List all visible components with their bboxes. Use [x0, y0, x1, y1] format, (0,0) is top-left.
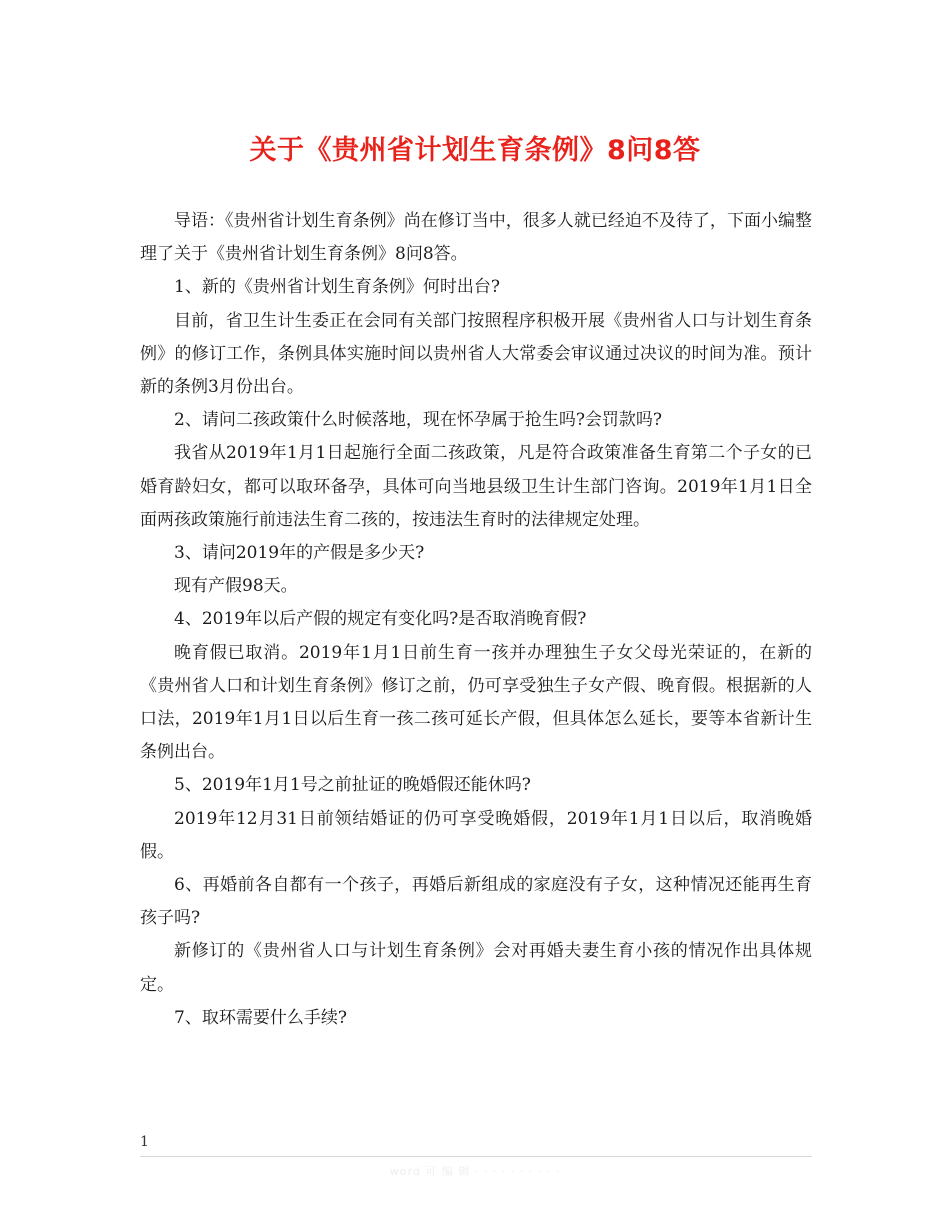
- answer-5: 2019年12月31日前领结婚证的仍可享受晚婚假，2019年1月1日以后，取消晚婚假。: [140, 808, 812, 862]
- page-number: 1: [140, 1134, 149, 1150]
- question-1: 1、新的《贵州省计划生育条例》何时出台?: [174, 277, 500, 298]
- question-5: 5、2019年1月1号之前扯证的晚婚假还能休吗?: [174, 775, 531, 796]
- question-6: 6、再婚前各自都有一个孩子，再婚后新组成的家庭没有子女，这种情况还能再生育孩子吗?: [140, 875, 812, 929]
- answer-3: 现有产假98天。: [174, 576, 298, 597]
- document-body: [140, 205, 812, 1035]
- question-3: 3、请问2019年的产假是多少天?: [174, 543, 425, 564]
- question-2: 2、请问二孩政策什么时候落地，现在怀孕属于抢生吗?会罚款吗?: [174, 410, 663, 431]
- answer-4: 晚育假已取消。2019年1月1日前生育一孩并办理独生子女父母光荣证的，在新的《贵州省人口和计划生育条例》修订之前，仍可享受独生子女产假、晚育假。根据新的人口法，2019年1月1日以后生育一孩二孩可延长产假，但具体怎么延长，要等本省新计生条例出台。: [140, 642, 812, 763]
- answer-1: 目前，省卫生计生委正在会同有关部门按照程序积极开展《贵州省人口与计划生育条例》的修订工作，条例具体实施时间以贵州省人大常委会审议通过决议的时间为准。预计新的条例3月份出台。: [140, 310, 812, 398]
- question-4: 4、2019年以后产假的规定有变化吗?是否取消晚育假?: [174, 609, 587, 630]
- document-title: 关于《贵州省计划生育条例》8问8答: [249, 135, 701, 166]
- answer-2: 我省从2019年1月1日起施行全面二孩政策，凡是符合政策准备生育第二个子女的已婚育龄妇女，都可以取环备孕，具体可向当地县级卫生计生部门咨询。2019年1月1日全面两孩政策施行前违法生育二孩的，按违法生育时的法律规定处理。: [140, 443, 812, 530]
- footer-watermark: word 可 编 辑 · · · · · · · · · ·: [389, 1165, 561, 1178]
- answer-6: 新修订的《贵州省人口与计划生育条例》会对再婚夫妻生育小孩的情况作出具体规定。: [140, 941, 812, 995]
- question-7: 7、取环需要什么手续?: [174, 1007, 347, 1028]
- intro-paragraph: 导语：《贵州省计划生育条例》尚在修订当中，很多人就已经迫不及待了，下面小编整理了关于《贵州省计划生育条例》8问8答。: [140, 211, 812, 265]
- footer-divider: [140, 1156, 812, 1157]
